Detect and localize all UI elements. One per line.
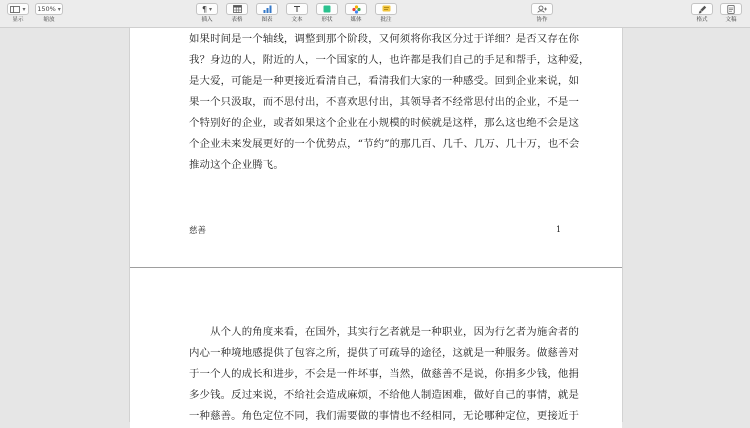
document-label: 文稿 [725, 17, 737, 23]
table-icon [233, 5, 242, 13]
document-control[interactable] [720, 3, 742, 23]
text-line: 个企业未来发展更好的一个优势点，“节约”的那几百、几千、几万、几十万，也不会 [189, 138, 580, 150]
chart-control[interactable] [256, 3, 278, 23]
shape-button[interactable] [316, 3, 338, 15]
photos-icon [352, 5, 361, 14]
table-control[interactable] [226, 3, 248, 23]
canvas-edge-right [622, 28, 623, 422]
zoom-value: 150% [37, 5, 56, 13]
text-line: 果一个只汲取，而不思付出，不喜欢思付出，其领导者不经常思付出的企业，不是一 [189, 96, 579, 108]
document-page-1[interactable] [130, 28, 622, 268]
view-control[interactable] [7, 3, 29, 23]
format-label: 格式 [696, 17, 708, 23]
text-line: 一种慈善。角色定位不同，我们需要做的事情也不经相同，无论哪种定位，更接近于 [189, 410, 579, 422]
collaborate-icon [537, 5, 548, 13]
media-label: 媒体 [350, 17, 362, 23]
media-button[interactable] [345, 3, 367, 15]
view-label: 显示 [12, 17, 24, 23]
shape-control[interactable] [316, 3, 338, 23]
format-button[interactable] [691, 3, 713, 15]
text-line: 多少钱。反过来说，不给社会造成麻烦，不给他人制造困难，做好自己的事情，就是 [189, 389, 579, 401]
chevron-down-icon: ▾ [57, 5, 61, 13]
text-line: 于一个人的成长和进步，不会是一件坏事，当然，做慈善不是说，你捐多少钱，他捐 [189, 368, 579, 380]
shape-icon [323, 5, 331, 13]
chart-label: 图表 [261, 17, 273, 23]
text-line: 是大爱，可能是一种更接近看清自己，看清我们大家的一种感受。回到企业来说，如 [189, 75, 579, 87]
page2-body-text[interactable] [189, 322, 579, 427]
bar-chart-icon [263, 5, 272, 13]
table-label: 表格 [231, 17, 243, 23]
collaborate-label: 协作 [536, 17, 548, 23]
page-number: 1 [556, 225, 562, 234]
page1-body-text[interactable] [189, 29, 590, 176]
comment-icon [382, 5, 391, 13]
chevron-down-icon: ▾ [22, 5, 26, 13]
document-button[interactable] [720, 3, 742, 15]
view-button[interactable] [7, 3, 29, 15]
zoom-select[interactable] [35, 3, 63, 15]
page-footer-title: 慈善 [189, 226, 207, 236]
paintbrush-icon [698, 5, 707, 14]
zoom-control[interactable] [35, 3, 63, 23]
text-line: 我？身边的人，附近的人，一个国家的人，也许都是我们自己的手足和帮手，这种爱， [189, 54, 590, 66]
table-button[interactable] [226, 3, 248, 15]
zoom-label: 缩放 [43, 17, 55, 23]
shape-label: 形状 [321, 17, 333, 23]
text-line: 推动这个企业腾飞。 [189, 159, 284, 171]
sidebar-icon [10, 6, 20, 13]
text-line: 个特别好的企业，或者如果这个企业在小规模的时候就是这样，那么这也绝不会是这 [189, 117, 579, 129]
collaborate-control[interactable] [531, 3, 553, 23]
text-label: 文本 [291, 17, 303, 23]
insert-control[interactable] [196, 3, 218, 23]
media-control[interactable] [345, 3, 367, 23]
collaborate-button[interactable] [531, 3, 553, 15]
text-box-icon [293, 5, 301, 13]
text-button[interactable] [286, 3, 308, 15]
text-control[interactable] [286, 3, 308, 23]
comment-control[interactable] [375, 3, 397, 23]
text-line: 如果时间是一个轴线，调整到那个阶段，又何须将你我区分过于详细？是否又存在你 [189, 33, 579, 45]
text-line: 内心一种境地感提供了包容之所，提供了可疏导的途径，这就是一种服务。做慈善对 [189, 347, 579, 359]
chevron-down-icon: ▾ [209, 5, 213, 13]
toolbar [0, 0, 750, 28]
insert-label: 插入 [201, 17, 213, 23]
text-line: 从个人的角度来看，在国外，其实行乞者就是一种职业，因为行乞者为施舍者的 [189, 326, 579, 338]
document-page-2[interactable] [130, 268, 622, 428]
document-icon [727, 5, 735, 14]
insert-button[interactable] [196, 3, 218, 15]
format-control[interactable] [691, 3, 713, 23]
comment-button[interactable] [375, 3, 397, 15]
chart-button[interactable] [256, 3, 278, 15]
paragraph-icon: ¶ [201, 4, 208, 14]
comment-label: 批注 [380, 17, 392, 23]
